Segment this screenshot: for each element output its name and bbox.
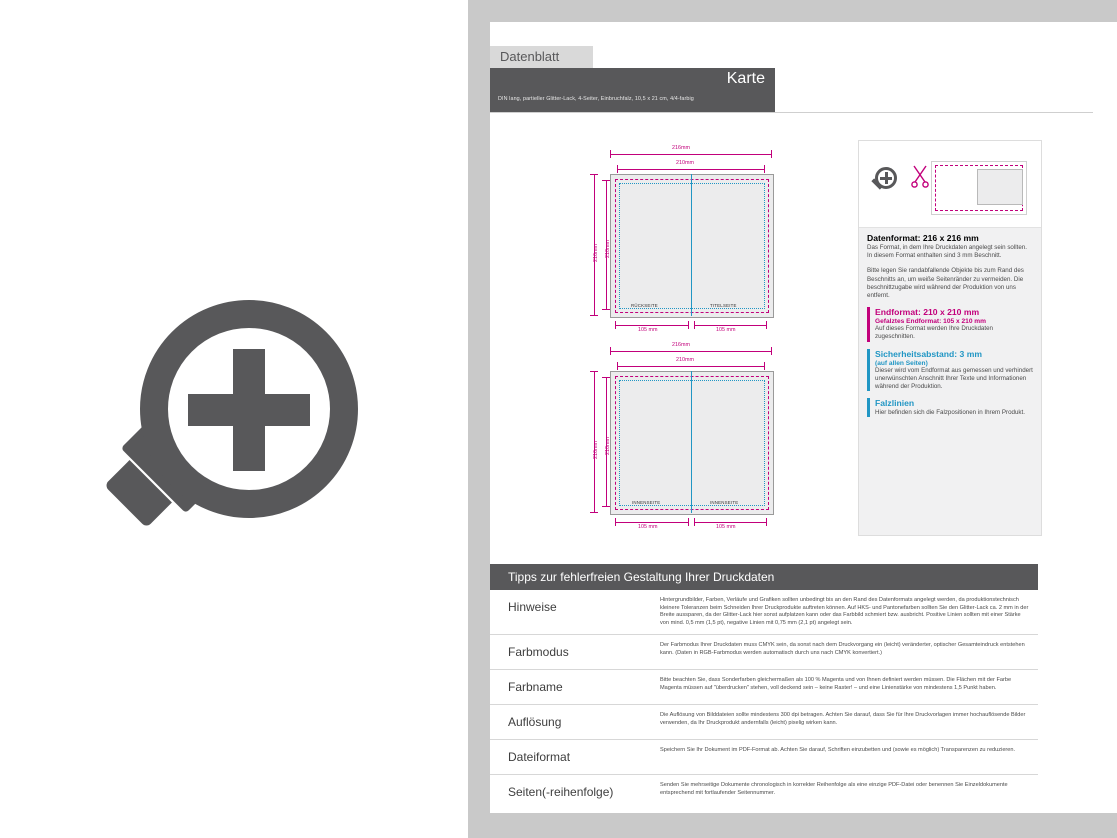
legend-sicherheitsabstand-text: Dieser wird vom Endformat aus gemessen und verhindert unerwünschten Anschnitt Ihrer Texte und Informationen während der Produktion. <box>875 366 1033 391</box>
tips-table <box>490 564 1038 809</box>
page-band-bottom <box>468 813 1117 838</box>
table-row <box>490 635 1038 670</box>
tips-label-farbname: Farbname <box>508 680 563 695</box>
tips-heading: Tipps zur fehlerfreien Gestaltung Ihrer Druckdaten <box>490 564 1038 590</box>
legend-sicherheitsabstand-sub: (auf allen Seiten) <box>875 359 928 367</box>
header-divider <box>490 112 1093 113</box>
page-subtitle: DIN lang, partieller Glitter-Lack, 4-Seiter, Einbruchfalz, 10,5 x 21 cm, 4/4-farbig <box>498 96 694 102</box>
page-band-top <box>468 0 1117 22</box>
tips-text-aufloesung: Die Auflösung von Bilddateien sollte mindestens 300 dpi betragen. Achten Sie darauf, dass Sie für Ihre Druckvorlagen immer hochauflösende Bilder verwenden, da Ihr Druckprodukt andernfalls (leicht) pixelig wirken kann. <box>660 712 1026 726</box>
legend-card-page <box>977 169 1023 205</box>
safety-box-2 <box>619 380 765 506</box>
legend-falzlinien-text: Hier befinden sich die Falzpositionen in Ihrem Produkt. <box>875 409 1025 417</box>
fold-line-2 <box>691 371 692 513</box>
dim-top-inner-2: 210mm <box>676 357 694 363</box>
dim-top-inner-1: 210mm <box>676 160 694 166</box>
page-label-rueckseite: RÜCKSEITE <box>631 303 658 308</box>
scissors-icon <box>911 163 929 189</box>
dim-bottom-right-2: 105 mm <box>716 524 736 530</box>
magnifier-plus-icon <box>100 300 360 555</box>
tips-label-farbmodus: Farbmodus <box>508 645 569 660</box>
legend-endformat-title: Endformat: 210 x 210 mm <box>875 307 980 318</box>
legend-preview <box>859 141 1041 228</box>
table-row <box>490 670 1038 705</box>
dim-left-outer-1: 216mm <box>593 244 599 262</box>
page-label-innenseite-right: INNENSEITE <box>710 500 739 505</box>
page-label-titelseite: TITELSEITE <box>710 303 737 308</box>
dim-bottom-left-1: 105 mm <box>638 327 658 333</box>
tips-label-seitenreihenfolge: Seiten(-reihenfolge) <box>508 785 614 800</box>
magnifier-plus-v-small <box>885 172 888 184</box>
drawing-inner-pages <box>590 337 840 532</box>
legend-endformat-text: Auf dieses Format werden Ihre Druckdaten zugeschnitten. <box>875 325 993 341</box>
legend-falzlinien-title: Falzlinien <box>875 398 915 409</box>
legend-text-block <box>867 233 1033 417</box>
legend-endformat-sub: Gefalztes Endformat: 105 x 210 mm <box>875 318 987 326</box>
page-band-left <box>468 22 490 813</box>
tips-label-hinweise: Hinweise <box>508 600 557 614</box>
dim-top-outer-1: 216mm <box>672 145 690 151</box>
magnifier-plus-icon-small <box>871 167 901 197</box>
drawing-outer-pages <box>590 140 840 335</box>
tips-text-farbname: Bitte beachten Sie, dass Sonderfarben gleichermaßen als 100 % Magenta und von Ihnen definiert werden müssen. Die Flächen mit der Farbe Magenta müssen auf "überdrucken" stehen, voll deckend sein – keine Raster! – und eine Linienstärke von mindestens 1,5 Punkt haben. <box>660 677 1012 691</box>
tips-text-dateiformat: Speichern Sie Ihr Dokument im PDF-Format ab. Achten Sie darauf, Schriften einzubetten und (sowie es möglich) Transparenzen zu reduzieren. <box>660 747 1016 754</box>
tips-text-seitenreihenfolge: Senden Sie mehrseitige Dokumente chronologisch in korrekter Reihenfolge als eine einzige PDF-Datei oder benennen Sie Einzeldokumente entsprechend mit fortlaufender Seitennummer. <box>660 782 1008 796</box>
page-label-innenseite-left: INNENSEITE <box>632 500 661 505</box>
legend-sicherheitsabstand-title: Sicherheitsabstand: 3 mm <box>875 348 982 359</box>
dim-left-inner-2: 210mm <box>605 437 611 455</box>
legend-panel <box>858 140 1042 536</box>
datenblatt-tab: Datenblatt <box>490 46 593 68</box>
table-row <box>490 740 1038 775</box>
page-title: Karte <box>726 70 765 87</box>
tips-label-dateiformat: Dateiformat <box>508 750 571 765</box>
dim-bottom-left-2: 105 mm <box>638 524 658 530</box>
legend-datenformat-text-2: Bitte legen Sie randabfallende Objekte bis zum Rand des Beschnitts an, um weiße Seitenränder zu vermeiden. Die beschnittzugabe wird während der Produktion von uns entfernt. <box>867 267 1024 300</box>
dim-left-outer-2: 216mm <box>593 441 599 459</box>
safety-box-1 <box>619 183 765 309</box>
dim-left-inner-1: 210mm <box>605 240 611 258</box>
dim-bottom-right-1: 105 mm <box>716 327 736 333</box>
dim-top-outer-2: 216mm <box>672 342 690 348</box>
table-row <box>490 775 1038 809</box>
title-bar <box>490 68 775 112</box>
legend-datenformat-text-1: Das Format, in dem Ihre Druckdaten angelegt sein sollten. In diesem Format enthalten sind 3 mm Beschnitt. <box>867 244 1027 260</box>
table-row <box>490 590 1038 635</box>
tips-label-aufloesung: Auflösung <box>508 715 562 730</box>
fold-line-1 <box>691 174 692 316</box>
tips-text-farbmodus: Der Farbmodus Ihrer Druckdaten muss CMYK sein, da sonst nach dem Druckvorgang ein (leicht) veränderter, optischer Gesamteindruck entstehen kann. (Daten in RGB-Farbmodus werden automatisch durch uns nach CMYK konvertiert.) <box>660 642 1025 656</box>
magnifier-plus-vertical <box>233 349 265 471</box>
tips-text-hinweise: Hintergrundbilder, Farben, Verläufe und Grafiken sollten unbedingt bis an den Rand des Datenformats angelegt werden, da produktionstechnisch kleinere Toleranzen beim Schneiden Ihrer Druckprodukte auftreten können. Auf HKS- und Pantonefarben sollten Sie den Glitter-Lack ca. 2 mm in der Breite aussparen, da der Glitter-Lack hier sonst aufplatzen kann oder das Farbbild schmiert bzw. ausbricht. Positive Linien sollten mit einer Stärke von mind. 0,5 mm (1,5 pt), negative Linien mit 0,75 mm (2,1 pt) angelegt sein. <box>660 597 1029 626</box>
legend-datenformat-title: Datenformat: 216 x 216 mm <box>867 233 979 243</box>
table-row <box>490 705 1038 740</box>
